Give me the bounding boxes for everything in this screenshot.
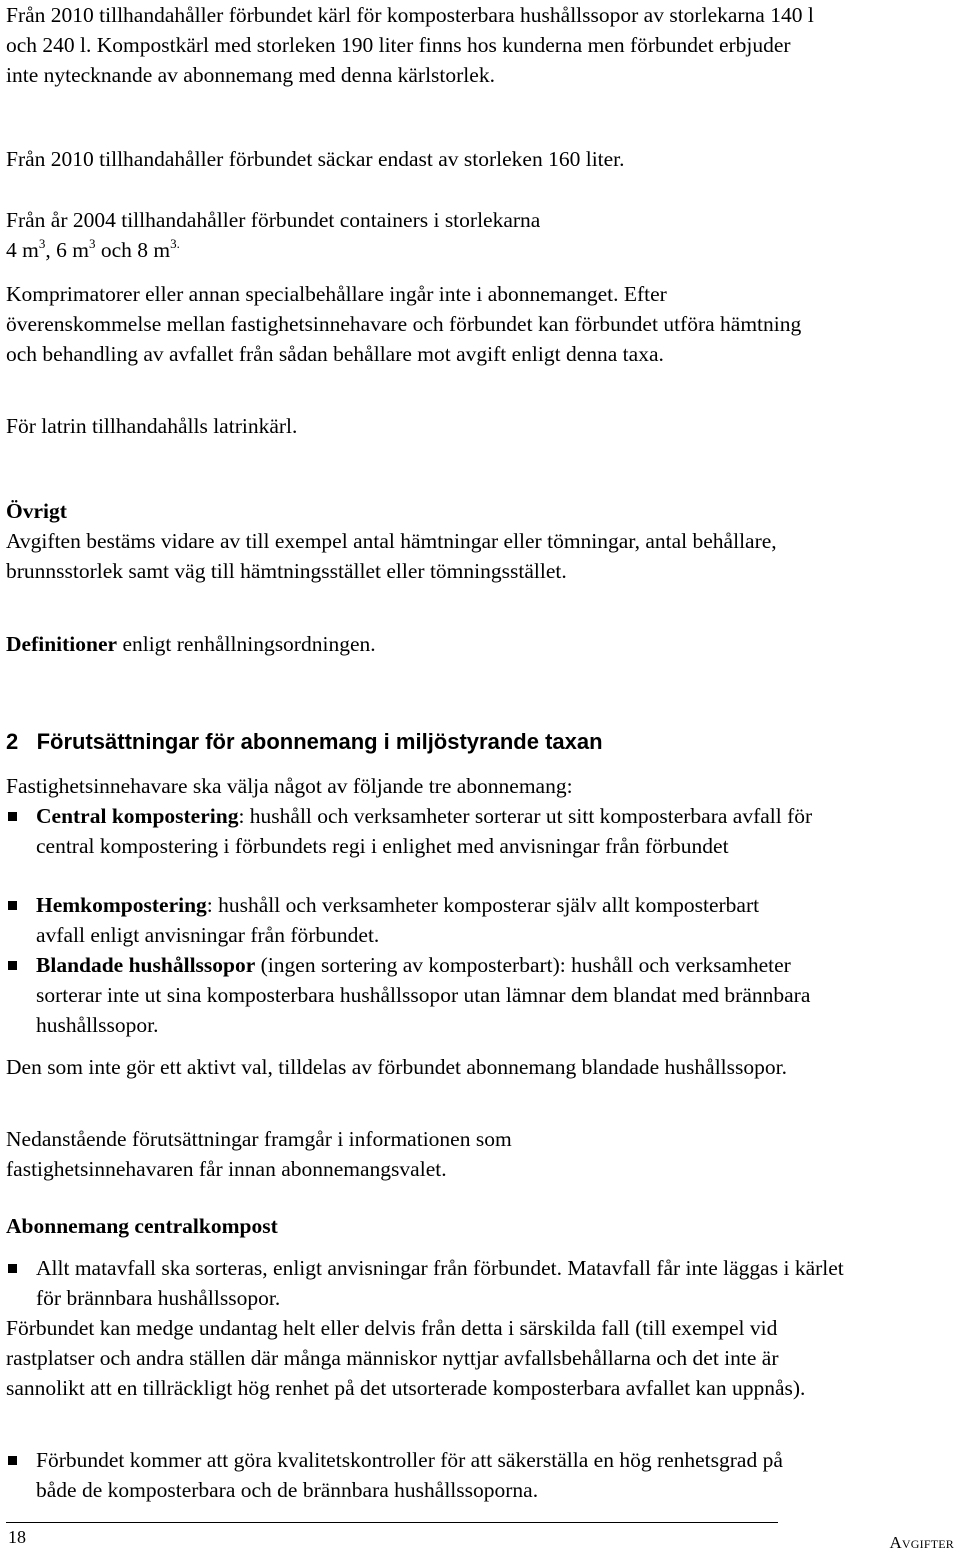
paragraph-undantag: Förbundet kan medge undantag helt eller delvis från detta i särskilda fall (till exempel vid rastplatser och andra ställen där många människor nyttjar avfallsbehållarna och det inte är sannolikt att en tillräckligt hög renhet på det utsorterade komposterbara avfallet kan uppnås). <box>6 1316 806 1400</box>
paragraph-definitioner: Definitioner enligt renhållningsordningen. <box>6 632 376 656</box>
footer-title: Avgifter <box>889 1533 954 1552</box>
page-number: 18 <box>8 1527 26 1547</box>
ovrigt-text: Avgiften bestäms vidare av till exempel antal hämtningar eller tömningar, antal behållare, brunnsstorlek samt väg till hämtningsstället eller tömningsstället. <box>6 529 777 583</box>
paragraph-sackar: Från 2010 tillhandahåller förbundet säckar endast av storleken 160 liter. <box>6 147 625 171</box>
section-ovrigt <box>6 496 906 586</box>
bullet-central-kompostering: Central kompostering: hushåll och verksamheter sorterar ut sitt komposterbara avfall för central kompostering i förbundets regi i enlighet med anvisningar från förbundet <box>6 801 826 861</box>
section-2-heading: 2 Förutsättningar för abonnemang i miljöstyrande taxan <box>6 729 603 754</box>
bullet-blandade-hushallssopor: Blandade hushållssopor (ingen sortering av komposterbart): hushåll och verksamheter sorterar inte ut sina komposterbara hushållssopor utan lämnar dem blandat med brännbara hushållssopor. <box>6 950 836 1040</box>
bullet-kvalitetskontroller: Förbundet kommer att göra kvalitetskontroller för att säkerställa en hög renhetsgrad på både de komposterbara och de brännbara hushållssoporna. <box>6 1445 826 1505</box>
section-2-body <box>6 771 906 861</box>
paragraph-latrin: För latrin tillhandahålls latrinkärl. <box>6 414 298 438</box>
containers-line: Från år 2004 tillhandahåller förbundet containers i storlekarna <box>6 208 541 232</box>
paragraph-containers-2004 <box>6 205 906 265</box>
bullet-hemkompostering: Hemkompostering: hushåll och verksamheter komposterar själv allt komposterbart avfall enligt anvisningar från förbundet. <box>6 890 796 950</box>
containers-sizes: 4 $m^3$, 6 $m^3$ och 8 $m^{3.}$ <box>6 235 180 262</box>
footer-divider <box>6 1522 778 1523</box>
section-2-intro: Fastighetsinnehavare ska välja något av följande tre abonnemang: <box>6 774 573 798</box>
paragraph-containers-2010: Från 2010 tillhandahåller förbundet kärl för komposterbara hushållssopor av storlekarna 140 l och 240 l. Kompostkärl med storleken 190 liter finns hos kunderna men förbundet erbjuder inte nytecknande av abonnemang med denna kärlstorlek. <box>6 3 814 87</box>
paragraph-information: Nedanstående förutsättningar framgår i informationen som fastighetsinnehavaren får innan abonnemangsvalet. <box>6 1127 512 1181</box>
central-heading: Abonnemang centralkompost <box>6 1214 278 1238</box>
paragraph-komprimatorer: Komprimatorer eller annan specialbehållare ingår inte i abonnemanget. Efter överenskommelse mellan fastighetsinnehavare och förbundet kan förbundet utföra hämtning och behandling av avfallet från sådan behållare mot avgift enligt denna taxa. <box>6 282 802 366</box>
paragraph-default-choice: Den som inte gör ett aktivt val, tilldelas av förbundet abonnemang blandade hushållssopor. <box>6 1055 787 1079</box>
ovrigt-heading: Övrigt <box>6 499 67 523</box>
bullet-matavfall: Allt matavfall ska sorteras, enligt anvisningar från förbundet. Matavfall får inte läggas i kärlet för brännbara hushållssopor. <box>6 1253 856 1313</box>
